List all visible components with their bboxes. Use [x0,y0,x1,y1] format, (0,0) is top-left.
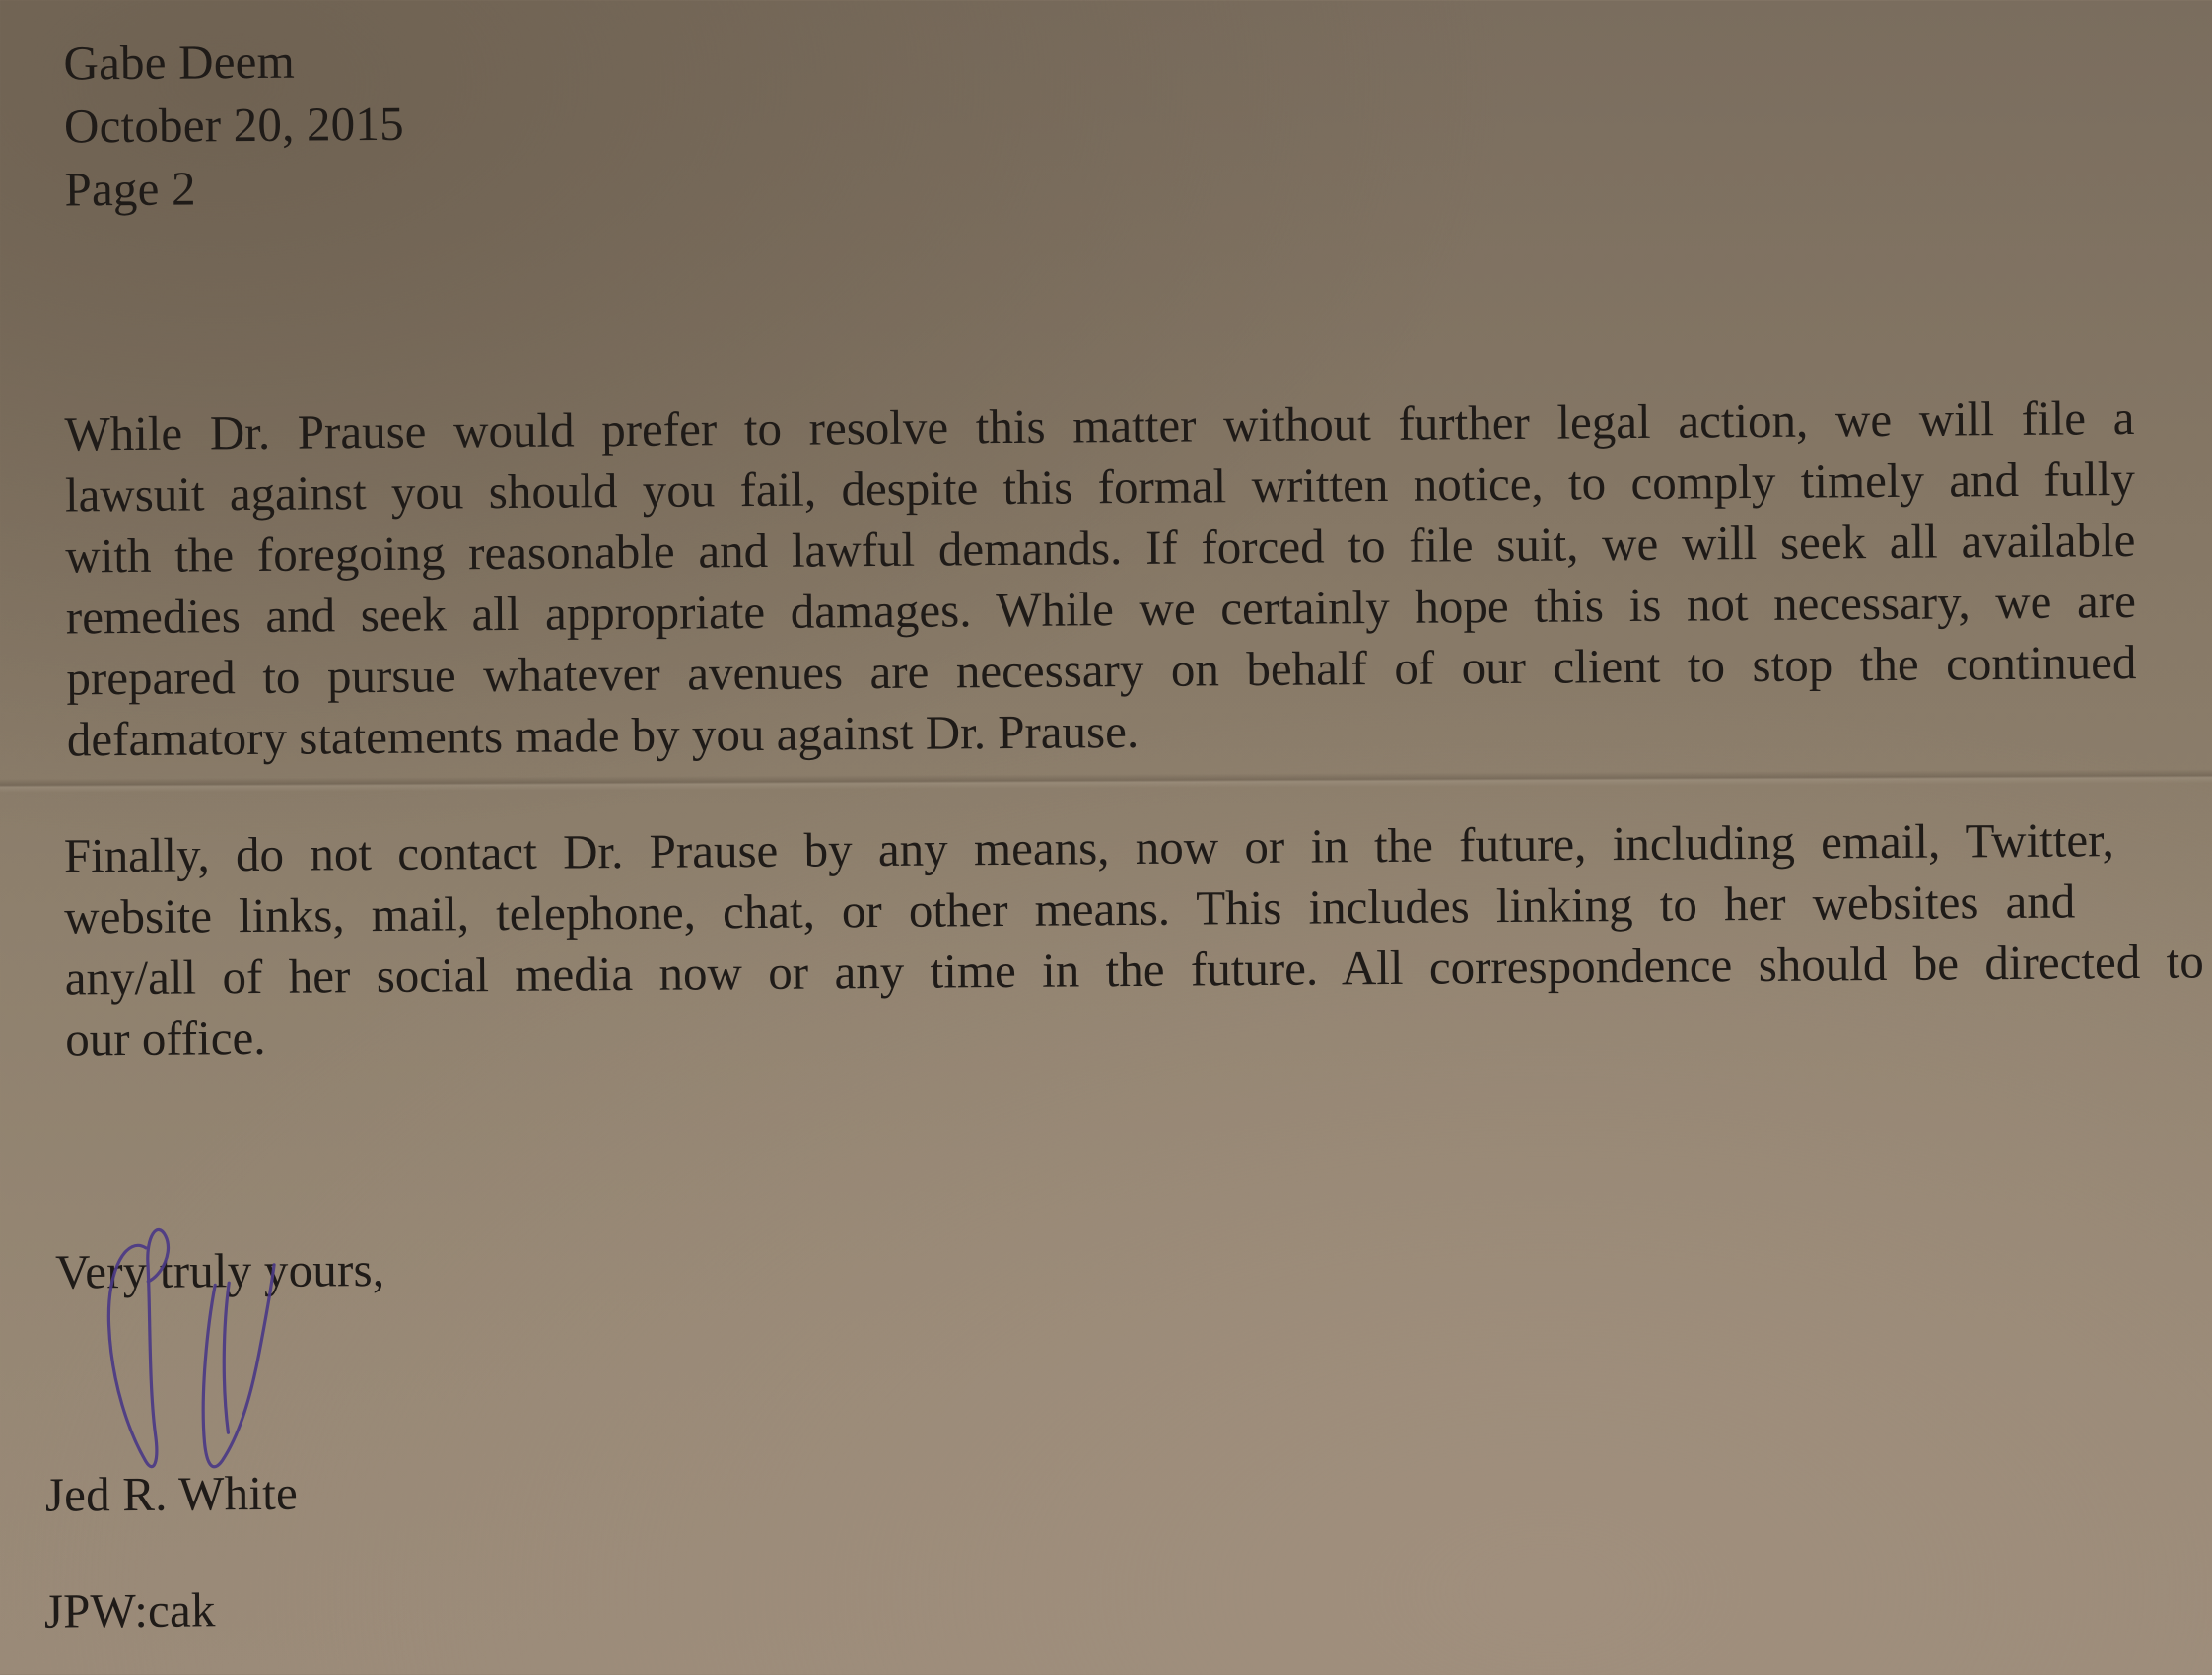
paragraph-line: Finally, do not contact Dr. Prause by any means, now or in the future, including email, Twitter, [63,812,2114,883]
paragraph-line: remedies and seek all appropriate damages. While we certainly hope this is not necessary, we are [65,574,2137,645]
letter-date: October 20, 2015 [63,96,404,154]
paragraph-line: our office. [65,1010,266,1067]
paragraph-line: While Dr. Prause would prefer to resolve this matter without further legal action, we will file a [64,390,2135,461]
paragraph-line: website links, mail, telephone, chat, or other means. This includes linking to her websites and [64,873,2076,944]
paragraph-line: lawsuit against you should you fail, despite this formal written notice, to comply timely and fully [64,452,2136,523]
paragraph-line: any/all of her social media now or any time in the future. All correspondence should be directed to [64,934,2204,1006]
signer-name: Jed R. White [44,1465,299,1522]
paragraph-lawsuit-notice [64,387,2137,770]
paragraph-line: defamatory statements made by you against Dr. Prause. [66,703,1140,767]
paragraph-line: prepared to pursue whatever avenues are necessary on behalf of our client to stop the continued [66,634,2137,706]
paragraph-line: with the foregoing reasonable and lawful demands. If forced to file suit, we will seek all available [65,513,2136,584]
page-number: Page 2 [64,161,196,217]
handwritten-signature [89,1205,337,1493]
closing-salutation: Very truly yours, [54,1241,385,1299]
paragraph-no-contact [64,808,2205,1070]
typist-initials: JPW:cak [43,1582,216,1639]
recipient-name: Gabe Deem [63,34,296,91]
